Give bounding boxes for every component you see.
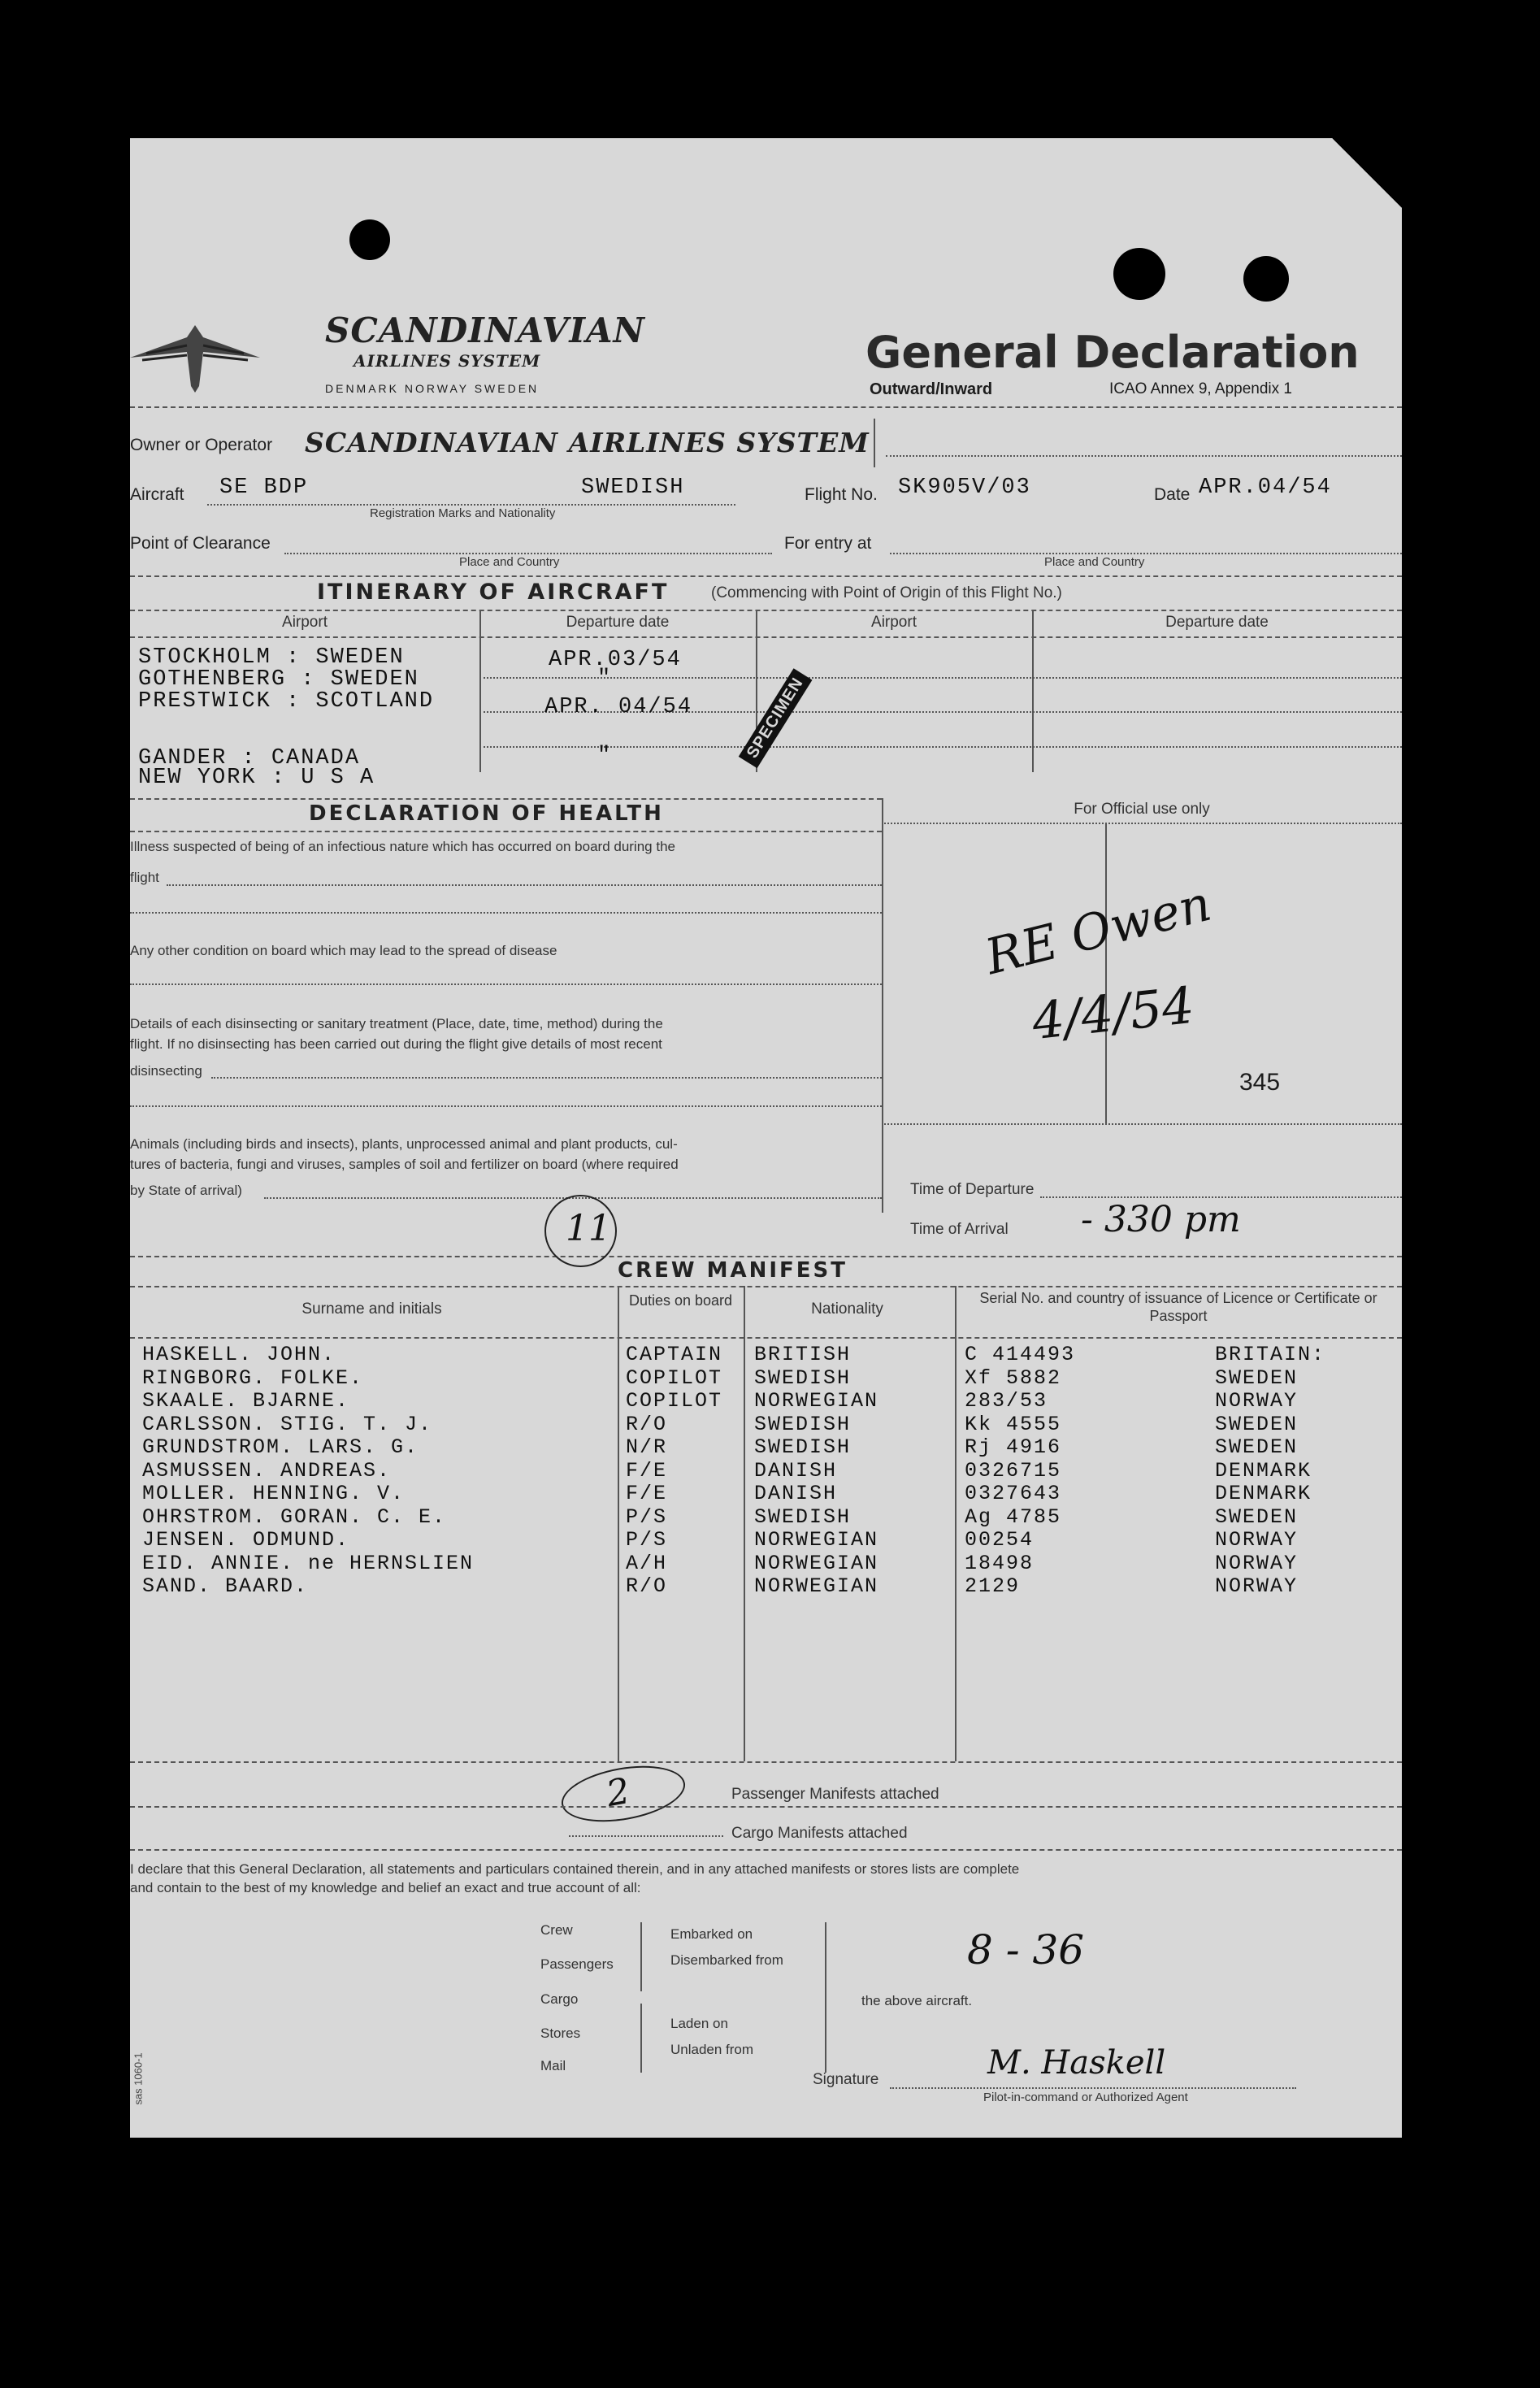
official-scribble: RE Owen [979, 875, 1217, 987]
passenger-count-circle [557, 1757, 690, 1830]
divider [130, 1337, 1402, 1339]
crew-name: SAND. BAARD. [142, 1574, 309, 1598]
itinerary-date-2: " [597, 666, 613, 691]
divider [874, 419, 875, 467]
doc-title: General Declaration [865, 327, 1360, 378]
divider [130, 1849, 1402, 1851]
bracket [640, 2004, 642, 2073]
crew-name: ASMUSSEN. ANDREAS. [142, 1458, 392, 1483]
col-airport-2: Airport [871, 614, 917, 631]
health-q3b: flight. If no disinsecting has been carried out during the flight give details of most recent [130, 1036, 662, 1052]
crew-name: JENSEN. ODMUND. [142, 1528, 350, 1552]
health-title: DECLARATION OF HEALTH [309, 801, 664, 826]
dotted-line [882, 823, 1402, 824]
dotted-line [882, 1123, 1402, 1125]
folded-corner [1330, 137, 1403, 210]
crew-name: OHRSTROM. GORAN. C. E. [142, 1504, 447, 1529]
itinerary-airport-2: GOTHENBERG : SWEDEN [138, 667, 419, 692]
registration-caption: Registration Marks and Nationality [370, 506, 556, 520]
flight-label: Flight No. [805, 485, 878, 504]
dotted-line [890, 553, 1402, 554]
crew-duty: COPILOT [626, 1366, 723, 1390]
dotted-line [130, 912, 882, 914]
crew-lic: 283/53 [965, 1389, 1048, 1413]
itinerary-airport-3: PRESTWICK : SCOTLAND [138, 689, 435, 714]
crew-row [130, 1459, 1402, 1483]
crew-duty: P/S [626, 1528, 668, 1552]
crew-nat: SWEDISH [754, 1435, 852, 1459]
crew-lic: 18498 [965, 1551, 1035, 1575]
passenger-manifest-label: Passenger Manifests attached [731, 1786, 939, 1803]
date-label: Date [1154, 485, 1191, 504]
dotted-line [1040, 1196, 1402, 1198]
crew-nat: BRITISH [754, 1343, 852, 1366]
crew-duty: R/O [626, 1574, 668, 1598]
signature: M. Haskell [987, 2044, 1166, 2082]
date-value: APR.04/54 [1199, 475, 1332, 500]
crew-name: EID. ANNIE. ne HERNSLIEN [142, 1551, 475, 1575]
divider [1032, 610, 1034, 772]
item-crew: Crew [540, 1922, 573, 1938]
aircraft-label: Aircraft [130, 485, 184, 504]
dotted-line [479, 677, 1402, 679]
airline-logo-icon [130, 321, 260, 394]
circled-count [544, 1195, 617, 1267]
itinerary-airport-4: GANDER : CANADA [138, 746, 361, 771]
dotted-line [167, 884, 882, 886]
signature-caption: Pilot-in-command or Authorized Agent [983, 2091, 1188, 2104]
divider [130, 406, 1402, 408]
cargo-manifest-label: Cargo Manifests attached [731, 1825, 908, 1842]
entry-label: For entry at [784, 534, 872, 553]
dotted-line [130, 1105, 882, 1107]
official-date-handwritten: 4/4/54 [1029, 975, 1197, 1052]
crew-country: NORWAY [1215, 1389, 1299, 1413]
health-q4a: Animals (including birds and insects), plants, unprocessed animal and plant products, cul- [130, 1136, 678, 1152]
crew-country: DENMARK [1215, 1458, 1312, 1483]
dotted-line [130, 983, 882, 985]
owner-label: Owner or Operator [130, 436, 273, 454]
col-nationality: Nationality [811, 1300, 883, 1318]
crew-country: SWEDEN [1215, 1435, 1299, 1459]
divider [1105, 823, 1107, 1123]
crew-nat: DANISH [754, 1458, 838, 1483]
crew-nat: NORWEGIAN [754, 1389, 879, 1413]
crew-name: GRUNDSTROM. LARS. G. [142, 1435, 419, 1459]
crew-country: SWEDEN [1215, 1366, 1299, 1390]
crew-name: MOLLER. HENNING. V. [142, 1482, 406, 1505]
punch-hole [349, 219, 390, 260]
crew-nat: SWEDISH [754, 1504, 852, 1529]
dotted-line [569, 1835, 723, 1837]
clearance-label: Point of Clearance [130, 534, 271, 553]
item-stores: Stores [540, 2025, 581, 2041]
crew-duty: CAPTAIN [626, 1343, 723, 1366]
col-departure-2: Departure date [1165, 614, 1269, 631]
crew-duty: N/R [626, 1435, 668, 1459]
health-q2: Any other condition on board which may lead to the spread of disease [130, 943, 557, 958]
crew-row [130, 1413, 1402, 1436]
dotted-line [284, 553, 772, 554]
doc-subtitle: Outward/Inward [870, 380, 993, 398]
crew-name: SKAALE. BJARNE. [142, 1389, 350, 1413]
crew-row [130, 1574, 1402, 1598]
crew-country: SWEDEN [1215, 1412, 1299, 1436]
crew-title: CREW MANIFEST [618, 1258, 848, 1283]
crew-row [130, 1528, 1402, 1552]
crew-row [130, 1505, 1402, 1529]
official-title: For Official use only [1074, 801, 1210, 818]
crew-row [130, 1389, 1402, 1413]
form-number: sas 1060-1 [132, 2052, 145, 2105]
health-q1b: flight [130, 870, 159, 885]
crew-country: DENMARK [1215, 1482, 1312, 1505]
entry-caption: Place and Country [1044, 555, 1145, 569]
divider [130, 636, 1402, 638]
health-q4b: tures of bacteria, fungi and viruses, samples of soil and fertilizer on board (where required [130, 1157, 679, 1172]
crew-lic: Xf 5882 [965, 1366, 1062, 1390]
crew-lic: 0326715 [965, 1458, 1062, 1483]
signature-label: Signature [813, 2071, 879, 2088]
divider [130, 1256, 1402, 1257]
divider [130, 1761, 1402, 1763]
declaration-sheet [130, 138, 1402, 2138]
col-license: Serial No. and country of issuance of Licence or Certificate or Passport [979, 1290, 1377, 1324]
time-departure-label: Time of Departure [910, 1181, 1035, 1198]
crew-name: RINGBORG. FOLKE. [142, 1366, 364, 1390]
dotted-line [890, 2087, 1296, 2089]
crew-duty: F/E [626, 1482, 668, 1505]
crew-country: SWEDEN [1215, 1504, 1299, 1529]
divider [130, 798, 882, 800]
col-surname: Surname and initials [301, 1300, 442, 1318]
health-q1a: Illness suspected of being of an infectious nature which has occurred on board during the [130, 839, 675, 854]
col-departure: Departure date [566, 614, 670, 631]
crew-lic: C 414493 [965, 1343, 1076, 1366]
crew-country: NORWAY [1215, 1528, 1299, 1552]
item-mail: Mail [540, 2058, 566, 2073]
crew-nat: SWEDISH [754, 1412, 852, 1436]
crew-name: CARLSSON. STIG. T. J. [142, 1412, 433, 1436]
handwritten-note: 8 - 36 [967, 1926, 1085, 1973]
specimen-stamp: SPECIMEN [739, 668, 813, 768]
col-duties: Duties on board [628, 1292, 733, 1309]
airline-countries: DENMARK NORWAY SWEDEN [325, 382, 540, 395]
divider [479, 610, 481, 772]
health-q3a: Details of each disinsecting or sanitary treatment (Place, date, time, method) during the [130, 1016, 663, 1031]
crew-lic: 00254 [965, 1528, 1035, 1552]
crew-duty: P/S [626, 1504, 668, 1529]
crew-duty: F/E [626, 1458, 668, 1483]
item-cargo: Cargo [540, 1991, 579, 2007]
time-arrival-value: - 330 pm [1081, 1199, 1241, 1240]
time-arrival-label: Time of Arrival [910, 1221, 1009, 1238]
bracket [825, 1922, 826, 2073]
flight-number: SK905V/03 [898, 475, 1031, 500]
above-aircraft-label: the above aircraft. [861, 1993, 973, 2008]
divider [130, 1286, 1402, 1287]
itinerary-title: ITINERARY OF AIRCRAFT [317, 580, 670, 605]
crew-lic: Kk 4555 [965, 1412, 1062, 1436]
col-airport: Airport [282, 614, 328, 631]
unladen-label: Unladen from [670, 2042, 754, 2057]
airline-name: SCANDINAVIAN [325, 310, 645, 350]
crew-nat: DANISH [754, 1482, 838, 1505]
crew-row [130, 1482, 1402, 1505]
disembarked-label: Disembarked from [670, 1952, 783, 1968]
crew-row [130, 1366, 1402, 1390]
crew-lic: Rj 4916 [965, 1435, 1062, 1459]
owner-value: SCANDINAVIAN AIRLINES SYSTEM [305, 427, 870, 458]
crew-duty: A/H [626, 1551, 668, 1575]
crew-nat: NORWEGIAN [754, 1574, 879, 1598]
crew-nat: NORWEGIAN [754, 1551, 879, 1575]
crew-country: BRITAIN: [1215, 1343, 1326, 1366]
punch-hole [1113, 248, 1165, 300]
crew-country: NORWAY [1215, 1574, 1299, 1598]
crew-row [130, 1343, 1402, 1366]
crew-duty: R/O [626, 1412, 668, 1436]
laden-label: Laden on [670, 2016, 728, 2031]
divider [130, 575, 1402, 577]
itinerary-subtitle: (Commencing with Point of Origin of this Flight No.) [711, 584, 1062, 601]
itinerary-date-4: " [597, 744, 613, 768]
itinerary-date-1: APR.03/54 [549, 648, 682, 672]
declaration-text-b: and contain to the best of my knowledge and belief an exact and true account of all: [130, 1880, 641, 1895]
crew-lic: Ag 4785 [965, 1504, 1062, 1529]
divider [130, 831, 882, 832]
declaration-text-a: I declare that this General Declaration, all statements and particulars contained therein, and in any attached manifests or stores lists are complete [130, 1861, 1020, 1877]
crew-table [130, 1343, 1402, 1749]
aircraft-nationality: SWEDISH [581, 475, 685, 500]
punch-hole [1243, 256, 1289, 302]
divider [130, 610, 1402, 611]
dotted-line [886, 455, 1402, 457]
airline-sub: AIRLINES SYSTEM [354, 351, 541, 371]
embarked-label: Embarked on [670, 1926, 753, 1942]
dotted-line [207, 504, 735, 506]
official-number: 345 [1239, 1069, 1281, 1096]
crew-lic: 0327643 [965, 1482, 1062, 1505]
crew-row [130, 1435, 1402, 1459]
item-passengers: Passengers [540, 1956, 614, 1972]
divider [130, 1806, 1402, 1808]
icao-reference: ICAO Annex 9, Appendix 1 [1109, 380, 1292, 397]
health-q4c: by State of arrival) [130, 1183, 242, 1198]
dotted-line [211, 1077, 882, 1079]
circled-count-value: 11 [566, 1208, 611, 1249]
dotted-line [479, 746, 1402, 748]
itinerary-airport-5: NEW YORK : U S A [138, 766, 375, 790]
aircraft-registration: SE BDP [219, 475, 309, 500]
clearance-caption: Place and Country [459, 555, 560, 569]
crew-lic: 2129 [965, 1574, 1021, 1598]
crew-row [130, 1552, 1402, 1575]
bracket [640, 1922, 642, 1991]
passenger-count: 2 [603, 1770, 633, 1816]
crew-nat: SWEDISH [754, 1366, 852, 1390]
crew-duty: COPILOT [626, 1389, 723, 1413]
itinerary-airport-1: STOCKHOLM : SWEDEN [138, 645, 405, 670]
itinerary-date-3: APR. 04/54 [544, 695, 693, 719]
health-q3c: disinsecting [130, 1063, 202, 1079]
crew-country: NORWAY [1215, 1551, 1299, 1575]
crew-name: HASKELL. JOHN. [142, 1343, 336, 1366]
divider [882, 798, 883, 1213]
crew-nat: NORWEGIAN [754, 1528, 879, 1552]
